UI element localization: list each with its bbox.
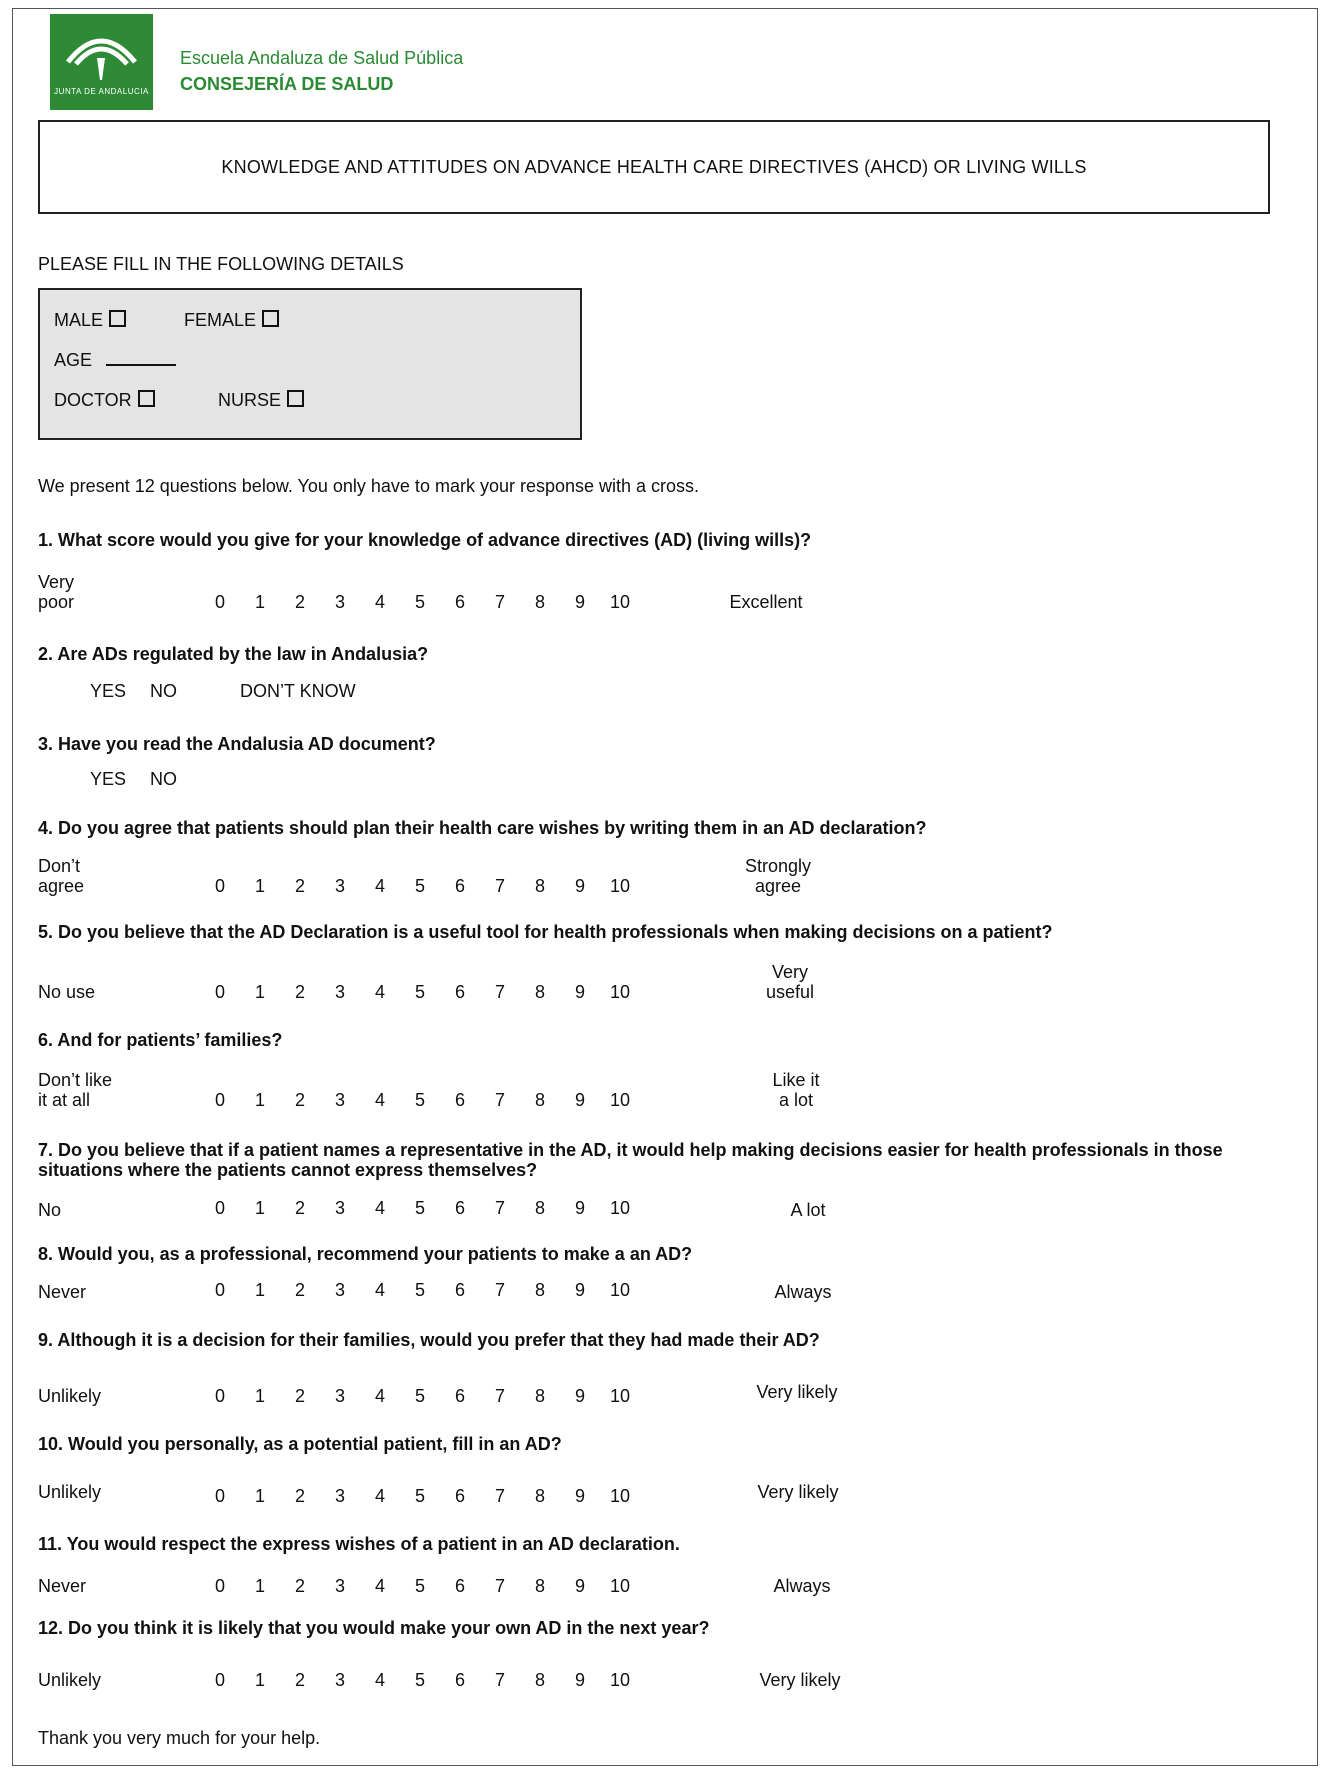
question-5-score-6[interactable]: 6 xyxy=(454,982,465,1002)
female-checkbox[interactable] xyxy=(262,310,279,327)
question-7-score-8[interactable]: 8 xyxy=(534,1198,545,1218)
question-9-low-label: Unlikely xyxy=(38,1386,102,1406)
question-11-score-3[interactable]: 3 xyxy=(334,1576,345,1596)
question-6-score-1[interactable]: 1 xyxy=(254,1090,265,1110)
question-11-low-label: Never xyxy=(38,1576,87,1596)
question-8-score-9[interactable]: 9 xyxy=(574,1280,585,1300)
question-4-score-0[interactable]: 0 xyxy=(214,876,225,896)
question-2-text: 2. Are ADs regulated by the law in Andalusia? xyxy=(38,644,429,664)
question-6-score-5[interactable]: 5 xyxy=(414,1090,425,1110)
question-6-score-4[interactable]: 4 xyxy=(374,1090,385,1110)
question-10-score-9[interactable]: 9 xyxy=(574,1486,585,1506)
question-11-score-0[interactable]: 0 xyxy=(214,1576,225,1596)
question-6-score-0[interactable]: 0 xyxy=(214,1090,225,1110)
question-11-score-7[interactable]: 7 xyxy=(494,1576,505,1596)
question-11-scale xyxy=(200,1576,640,1597)
question-6-score-3[interactable]: 3 xyxy=(334,1090,345,1110)
question-9-score-10[interactable]: 10 xyxy=(609,1386,631,1406)
question-5-score-4[interactable]: 4 xyxy=(374,982,385,1002)
question-7-score-1[interactable]: 1 xyxy=(254,1198,265,1218)
question-3-option-no[interactable]: NO xyxy=(150,769,177,789)
question-8-score-10[interactable]: 10 xyxy=(609,1280,631,1300)
question-11-score-9[interactable]: 9 xyxy=(574,1576,585,1596)
question-12-score-7[interactable]: 7 xyxy=(494,1670,505,1690)
question-11-score-6[interactable]: 6 xyxy=(454,1576,465,1596)
question-7-score-10[interactable]: 10 xyxy=(609,1198,631,1218)
question-11-text: 11. You would respect the express wishes of a patient in an AD declaration. xyxy=(38,1534,680,1554)
question-4-score-9[interactable]: 9 xyxy=(574,876,585,896)
question-5-score-7[interactable]: 7 xyxy=(494,982,505,1002)
question-8-scale xyxy=(200,1280,640,1301)
question-10-score-1[interactable]: 1 xyxy=(254,1486,265,1506)
question-2-option-no[interactable]: NO xyxy=(150,681,177,701)
question-3-text: 3. Have you read the Andalusia AD document? xyxy=(38,734,436,754)
question-5-scale xyxy=(200,982,640,1003)
age-label: AGE xyxy=(54,350,93,370)
question-1-high-label: Excellent xyxy=(729,592,803,612)
question-5-score-3[interactable]: 3 xyxy=(334,982,345,1002)
question-1-score-7[interactable]: 7 xyxy=(494,592,505,612)
question-12-score-10[interactable]: 10 xyxy=(609,1670,631,1690)
question-9-score-2[interactable]: 2 xyxy=(294,1386,305,1406)
question-5-text: 5. Do you believe that the AD Declaration is a useful tool for health professionals when making decisions on a patient? xyxy=(38,922,1053,942)
question-10-scale xyxy=(200,1486,640,1507)
question-8-score-0[interactable]: 0 xyxy=(214,1280,225,1300)
question-5-score-1[interactable]: 1 xyxy=(254,982,265,1002)
question-12-score-5[interactable]: 5 xyxy=(414,1670,425,1690)
question-7-low-label: No xyxy=(38,1200,62,1220)
question-1-score-8[interactable]: 8 xyxy=(534,592,545,612)
question-4-low-label: Don’t agree xyxy=(38,856,85,896)
question-5-score-0[interactable]: 0 xyxy=(214,982,225,1002)
question-10-text: 10. Would you personally, as a potential patient, fill in an AD? xyxy=(38,1434,562,1454)
question-8-score-3[interactable]: 3 xyxy=(334,1280,345,1300)
question-12-text: 12. Do you think it is likely that you would make your own AD in the next year? xyxy=(38,1618,710,1638)
question-5-low-label: No use xyxy=(38,982,96,1002)
question-8-score-1[interactable]: 1 xyxy=(254,1280,265,1300)
question-11-score-10[interactable]: 10 xyxy=(609,1576,631,1596)
question-1-score-0[interactable]: 0 xyxy=(214,592,225,612)
question-10-score-7[interactable]: 7 xyxy=(494,1486,505,1506)
nurse-option xyxy=(218,390,304,411)
question-12-score-6[interactable]: 6 xyxy=(454,1670,465,1690)
question-5-score-9[interactable]: 9 xyxy=(574,982,585,1002)
org-name: Escuela Andaluza de Salud Pública xyxy=(180,48,464,68)
question-1-score-5[interactable]: 5 xyxy=(414,592,425,612)
details-heading: PLEASE FILL IN THE FOLLOWING DETAILS xyxy=(38,254,404,274)
question-4-scale xyxy=(200,876,640,897)
question-12-high-label: Very likely xyxy=(759,1670,841,1690)
intro-text: We present 12 questions below. You only have to mark your response with a cross. xyxy=(38,476,700,496)
question-5-high-label: Very useful xyxy=(765,962,815,1002)
question-8-score-2[interactable]: 2 xyxy=(294,1280,305,1300)
question-7-score-3[interactable]: 3 xyxy=(334,1198,345,1218)
age-field[interactable] xyxy=(106,364,176,366)
question-4-high-label: Strongly agree xyxy=(744,856,812,896)
nurse-checkbox[interactable] xyxy=(287,390,304,407)
question-9-text: 9. Although it is a decision for their families, would you prefer that they had made their AD? xyxy=(38,1330,820,1350)
question-8-score-7[interactable]: 7 xyxy=(494,1280,505,1300)
question-7-score-9[interactable]: 9 xyxy=(574,1198,585,1218)
question-12-score-1[interactable]: 1 xyxy=(254,1670,265,1690)
question-5-score-10[interactable]: 10 xyxy=(609,982,631,1002)
question-10-score-4[interactable]: 4 xyxy=(374,1486,385,1506)
question-5-score-5[interactable]: 5 xyxy=(414,982,425,1002)
doctor-checkbox[interactable] xyxy=(138,390,155,407)
question-7-high-label: A lot xyxy=(790,1200,826,1220)
question-4-score-2[interactable]: 2 xyxy=(294,876,305,896)
org-department: CONSEJERÍA DE SALUD xyxy=(180,74,394,94)
question-3-option-yes[interactable]: YES xyxy=(90,769,127,789)
question-9-score-6[interactable]: 6 xyxy=(454,1386,465,1406)
male-checkbox[interactable] xyxy=(109,310,126,327)
male-label: MALE xyxy=(54,310,104,330)
question-10-score-3[interactable]: 3 xyxy=(334,1486,345,1506)
question-4-score-3[interactable]: 3 xyxy=(334,876,345,896)
question-9-scale xyxy=(200,1386,640,1407)
question-4-score-1[interactable]: 1 xyxy=(254,876,265,896)
question-10-low-label: Unlikely xyxy=(38,1482,102,1502)
question-8-text: 8. Would you, as a professional, recommend your patients to make a an AD? xyxy=(38,1244,693,1264)
question-6-score-8[interactable]: 8 xyxy=(534,1090,545,1110)
question-1-scale xyxy=(200,592,640,613)
question-12-score-2[interactable]: 2 xyxy=(294,1670,305,1690)
question-10-score-6[interactable]: 6 xyxy=(454,1486,465,1506)
question-11-score-2[interactable]: 2 xyxy=(294,1576,305,1596)
question-7-score-5[interactable]: 5 xyxy=(414,1198,425,1218)
question-1-score-4[interactable]: 4 xyxy=(374,592,385,612)
question-8-score-6[interactable]: 6 xyxy=(454,1280,465,1300)
question-12-score-3[interactable]: 3 xyxy=(334,1670,345,1690)
question-11-score-1[interactable]: 1 xyxy=(254,1576,265,1596)
question-12-scale xyxy=(200,1670,640,1691)
question-10-high-label: Very likely xyxy=(757,1482,839,1502)
nurse-label: NURSE xyxy=(218,390,282,410)
question-6-low-label: Don’t like it at all xyxy=(38,1070,113,1110)
question-6-text: 6. And for patients’ families? xyxy=(38,1030,283,1050)
male-option xyxy=(54,310,126,331)
question-10-score-0[interactable]: 0 xyxy=(214,1486,225,1506)
logo-caption: JUNTA DE ANDALUCIA xyxy=(54,87,149,96)
question-7-score-7[interactable]: 7 xyxy=(494,1198,505,1218)
question-5-score-2[interactable]: 2 xyxy=(294,982,305,1002)
question-7-score-0[interactable]: 0 xyxy=(214,1198,225,1218)
question-9-score-5[interactable]: 5 xyxy=(414,1386,425,1406)
question-9-score-3[interactable]: 3 xyxy=(334,1386,345,1406)
question-9-score-8[interactable]: 8 xyxy=(534,1386,545,1406)
question-10-score-5[interactable]: 5 xyxy=(414,1486,425,1506)
question-9-score-7[interactable]: 7 xyxy=(494,1386,505,1406)
question-2-option-yes[interactable]: YES xyxy=(90,681,127,701)
question-1-low-label: Very poor xyxy=(38,572,75,612)
question-6-score-10[interactable]: 10 xyxy=(609,1090,631,1110)
doctor-label: DOCTOR xyxy=(54,390,132,410)
question-10-score-8[interactable]: 8 xyxy=(534,1486,545,1506)
question-9-high-label: Very likely xyxy=(756,1382,838,1402)
question-1-score-9[interactable]: 9 xyxy=(574,592,585,612)
question-1-score-6[interactable]: 6 xyxy=(454,592,465,612)
question-1-score-1[interactable]: 1 xyxy=(254,592,265,612)
question-11-high-label: Always xyxy=(773,1576,831,1596)
question-7-scale xyxy=(200,1198,640,1219)
female-option xyxy=(184,310,279,331)
question-4-score-5[interactable]: 5 xyxy=(414,876,425,896)
junta-logo xyxy=(50,14,153,110)
question-6-score-9[interactable]: 9 xyxy=(574,1090,585,1110)
question-1-score-3[interactable]: 3 xyxy=(334,592,345,612)
question-11-score-5[interactable]: 5 xyxy=(414,1576,425,1596)
question-4-text: 4. Do you agree that patients should plan their health care wishes by writing them in an AD declaration? xyxy=(38,818,927,838)
question-6-score-7[interactable]: 7 xyxy=(494,1090,505,1110)
question-9-score-4[interactable]: 4 xyxy=(374,1386,385,1406)
question-12-score-0[interactable]: 0 xyxy=(214,1670,225,1690)
question-11-score-4[interactable]: 4 xyxy=(374,1576,385,1596)
form-title: KNOWLEDGE AND ATTITUDES ON ADVANCE HEALTH CARE DIRECTIVES (AHCD) OR LIVING WILLS xyxy=(38,120,1270,214)
question-12-score-4[interactable]: 4 xyxy=(374,1670,385,1690)
question-9-score-0[interactable]: 0 xyxy=(214,1386,225,1406)
question-1-score-2[interactable]: 2 xyxy=(294,592,305,612)
question-12-low-label: Unlikely xyxy=(38,1670,102,1690)
question-12-score-8[interactable]: 8 xyxy=(534,1670,545,1690)
question-6-score-6[interactable]: 6 xyxy=(454,1090,465,1110)
details-box xyxy=(38,288,582,440)
question-2-option-don-t-know[interactable]: DON’T KNOW xyxy=(240,681,356,701)
female-label: FEMALE xyxy=(184,310,257,330)
question-4-score-8[interactable]: 8 xyxy=(534,876,545,896)
question-8-low-label: Never xyxy=(38,1282,87,1302)
question-9-score-9[interactable]: 9 xyxy=(574,1386,585,1406)
doctor-option xyxy=(54,390,155,411)
question-8-high-label: Always xyxy=(774,1282,832,1302)
question-4-score-7[interactable]: 7 xyxy=(494,876,505,896)
question-1-text: 1. What score would you give for your knowledge of advance directives (AD) (living wills)? xyxy=(38,530,812,550)
question-10-score-10[interactable]: 10 xyxy=(609,1486,631,1506)
question-10-score-2[interactable]: 2 xyxy=(294,1486,305,1506)
question-8-score-5[interactable]: 5 xyxy=(414,1280,425,1300)
question-12-score-9[interactable]: 9 xyxy=(574,1670,585,1690)
question-4-score-4[interactable]: 4 xyxy=(374,876,385,896)
question-6-scale xyxy=(200,1090,640,1111)
question-5-score-8[interactable]: 8 xyxy=(534,982,545,1002)
question-11-score-8[interactable]: 8 xyxy=(534,1576,545,1596)
question-6-score-2[interactable]: 2 xyxy=(294,1090,305,1110)
question-1-score-10[interactable]: 10 xyxy=(609,592,631,612)
question-4-score-10[interactable]: 10 xyxy=(609,876,631,896)
question-8-score-4[interactable]: 4 xyxy=(374,1280,385,1300)
question-7-text: 7. Do you believe that if a patient names a representative in the AD, it would help making decisions easier for health professionals in those situations where the patients cannot express themselves? xyxy=(38,1140,1223,1180)
question-6-high-label: Like it a lot xyxy=(772,1070,820,1110)
question-8-score-8[interactable]: 8 xyxy=(534,1280,545,1300)
question-7-score-4[interactable]: 4 xyxy=(374,1198,385,1218)
thanks-text: Thank you very much for your help. xyxy=(38,1728,321,1748)
question-4-score-6[interactable]: 6 xyxy=(454,876,465,896)
question-7-score-6[interactable]: 6 xyxy=(454,1198,465,1218)
question-9-score-1[interactable]: 1 xyxy=(254,1386,265,1406)
question-7-score-2[interactable]: 2 xyxy=(294,1198,305,1218)
